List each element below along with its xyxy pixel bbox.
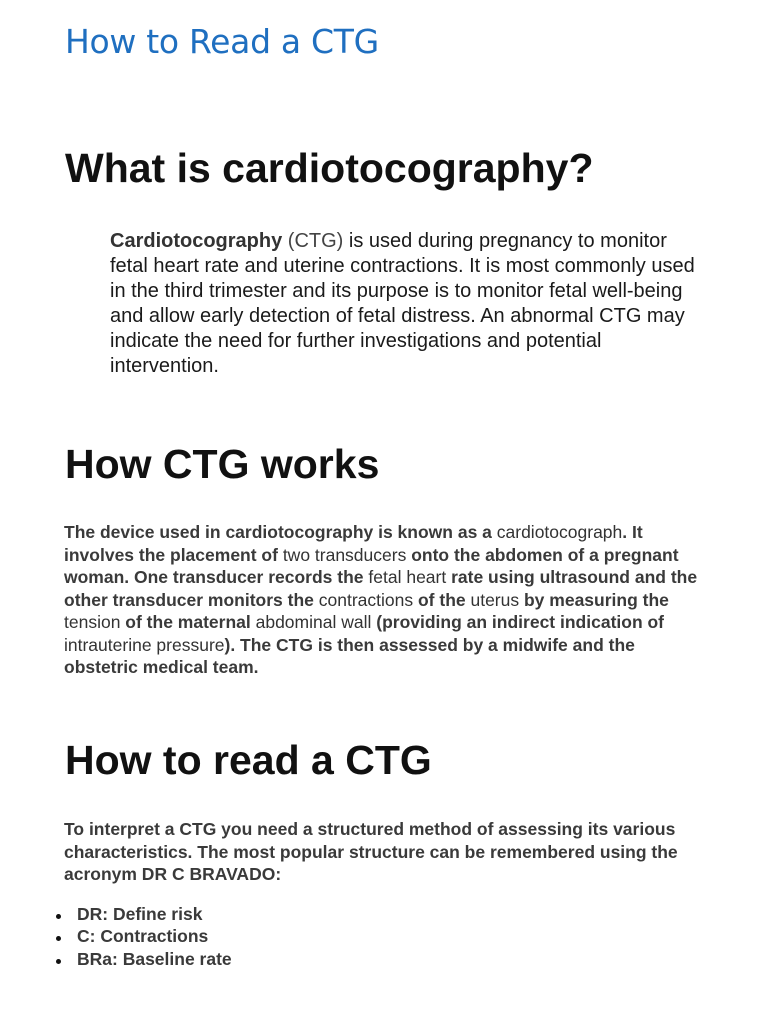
link-abdominal-wall[interactable]: abdominal wall xyxy=(255,612,372,632)
list-item xyxy=(56,948,232,971)
term-ctg-abbrev: (CTG) xyxy=(282,230,344,252)
bullet-icon xyxy=(56,914,61,919)
link-intrauterine-pressure[interactable]: intrauterine pressure xyxy=(64,634,225,655)
works-text: . It involves the placement of xyxy=(64,522,643,565)
list-item-text: BRa: Baseline rate xyxy=(77,948,232,969)
list-item-text: C: Contractions xyxy=(77,926,209,947)
link-uterus[interactable]: uterus xyxy=(470,589,520,610)
heading-how-to-read-a-ctg: How to read a CTG xyxy=(65,737,432,783)
works-text: onto the abdomen of a pregnant woman. One transducer records the xyxy=(64,544,679,587)
works-text: by measuring the xyxy=(519,589,669,610)
works-paragraph xyxy=(64,521,704,679)
link-two-transducers[interactable]: two transducers xyxy=(282,544,407,565)
works-text: The device used in cardiotocography is known as a xyxy=(64,522,497,542)
document-title: How to Read a CTG xyxy=(65,22,379,61)
link-fetal-heart[interactable]: fetal heart xyxy=(368,567,447,587)
bravado-list xyxy=(56,903,232,971)
link-cardiotocograph[interactable]: cardiotocograph xyxy=(496,522,623,542)
link-contractions[interactable]: contractions xyxy=(318,589,414,610)
works-text: of the maternal xyxy=(120,612,256,632)
term-cardiotocography: Cardiotocography xyxy=(110,230,283,252)
bullet-icon xyxy=(56,959,61,964)
intro-paragraph xyxy=(110,229,710,379)
heading-how-ctg-works: How CTG works xyxy=(65,441,380,487)
works-text: ). The CTG is then assessed by a midwife and the obstetric medical team. xyxy=(64,634,635,677)
works-text: (providing an indirect indication of xyxy=(371,612,665,632)
list-item-text: DR: Define risk xyxy=(77,903,203,924)
list-item xyxy=(56,926,232,949)
link-tension[interactable]: tension xyxy=(64,612,121,632)
works-text: of the xyxy=(413,589,471,610)
heading-what-is-cardiotocography: What is cardiotocography? xyxy=(65,145,594,191)
intro-text: is used during pregnancy to monitor fetal heart rate and uterine contractions. It is most commonly used in the third trimester and its purpose is to monitor fetal well-being and allow early detection of fetal distress. An abnormal CTG may indicate the need for further investigations and potential intervention. xyxy=(110,230,695,377)
list-item xyxy=(56,903,232,926)
bullet-icon xyxy=(56,936,61,941)
works-text: rate using ultrasound and the other transducer monitors the xyxy=(64,567,698,610)
read-paragraph: To interpret a CTG you need a structured method of assessing its various characteristics. The most popular structure can be remembered using the acronym DR C BRAVADO: xyxy=(64,819,678,884)
